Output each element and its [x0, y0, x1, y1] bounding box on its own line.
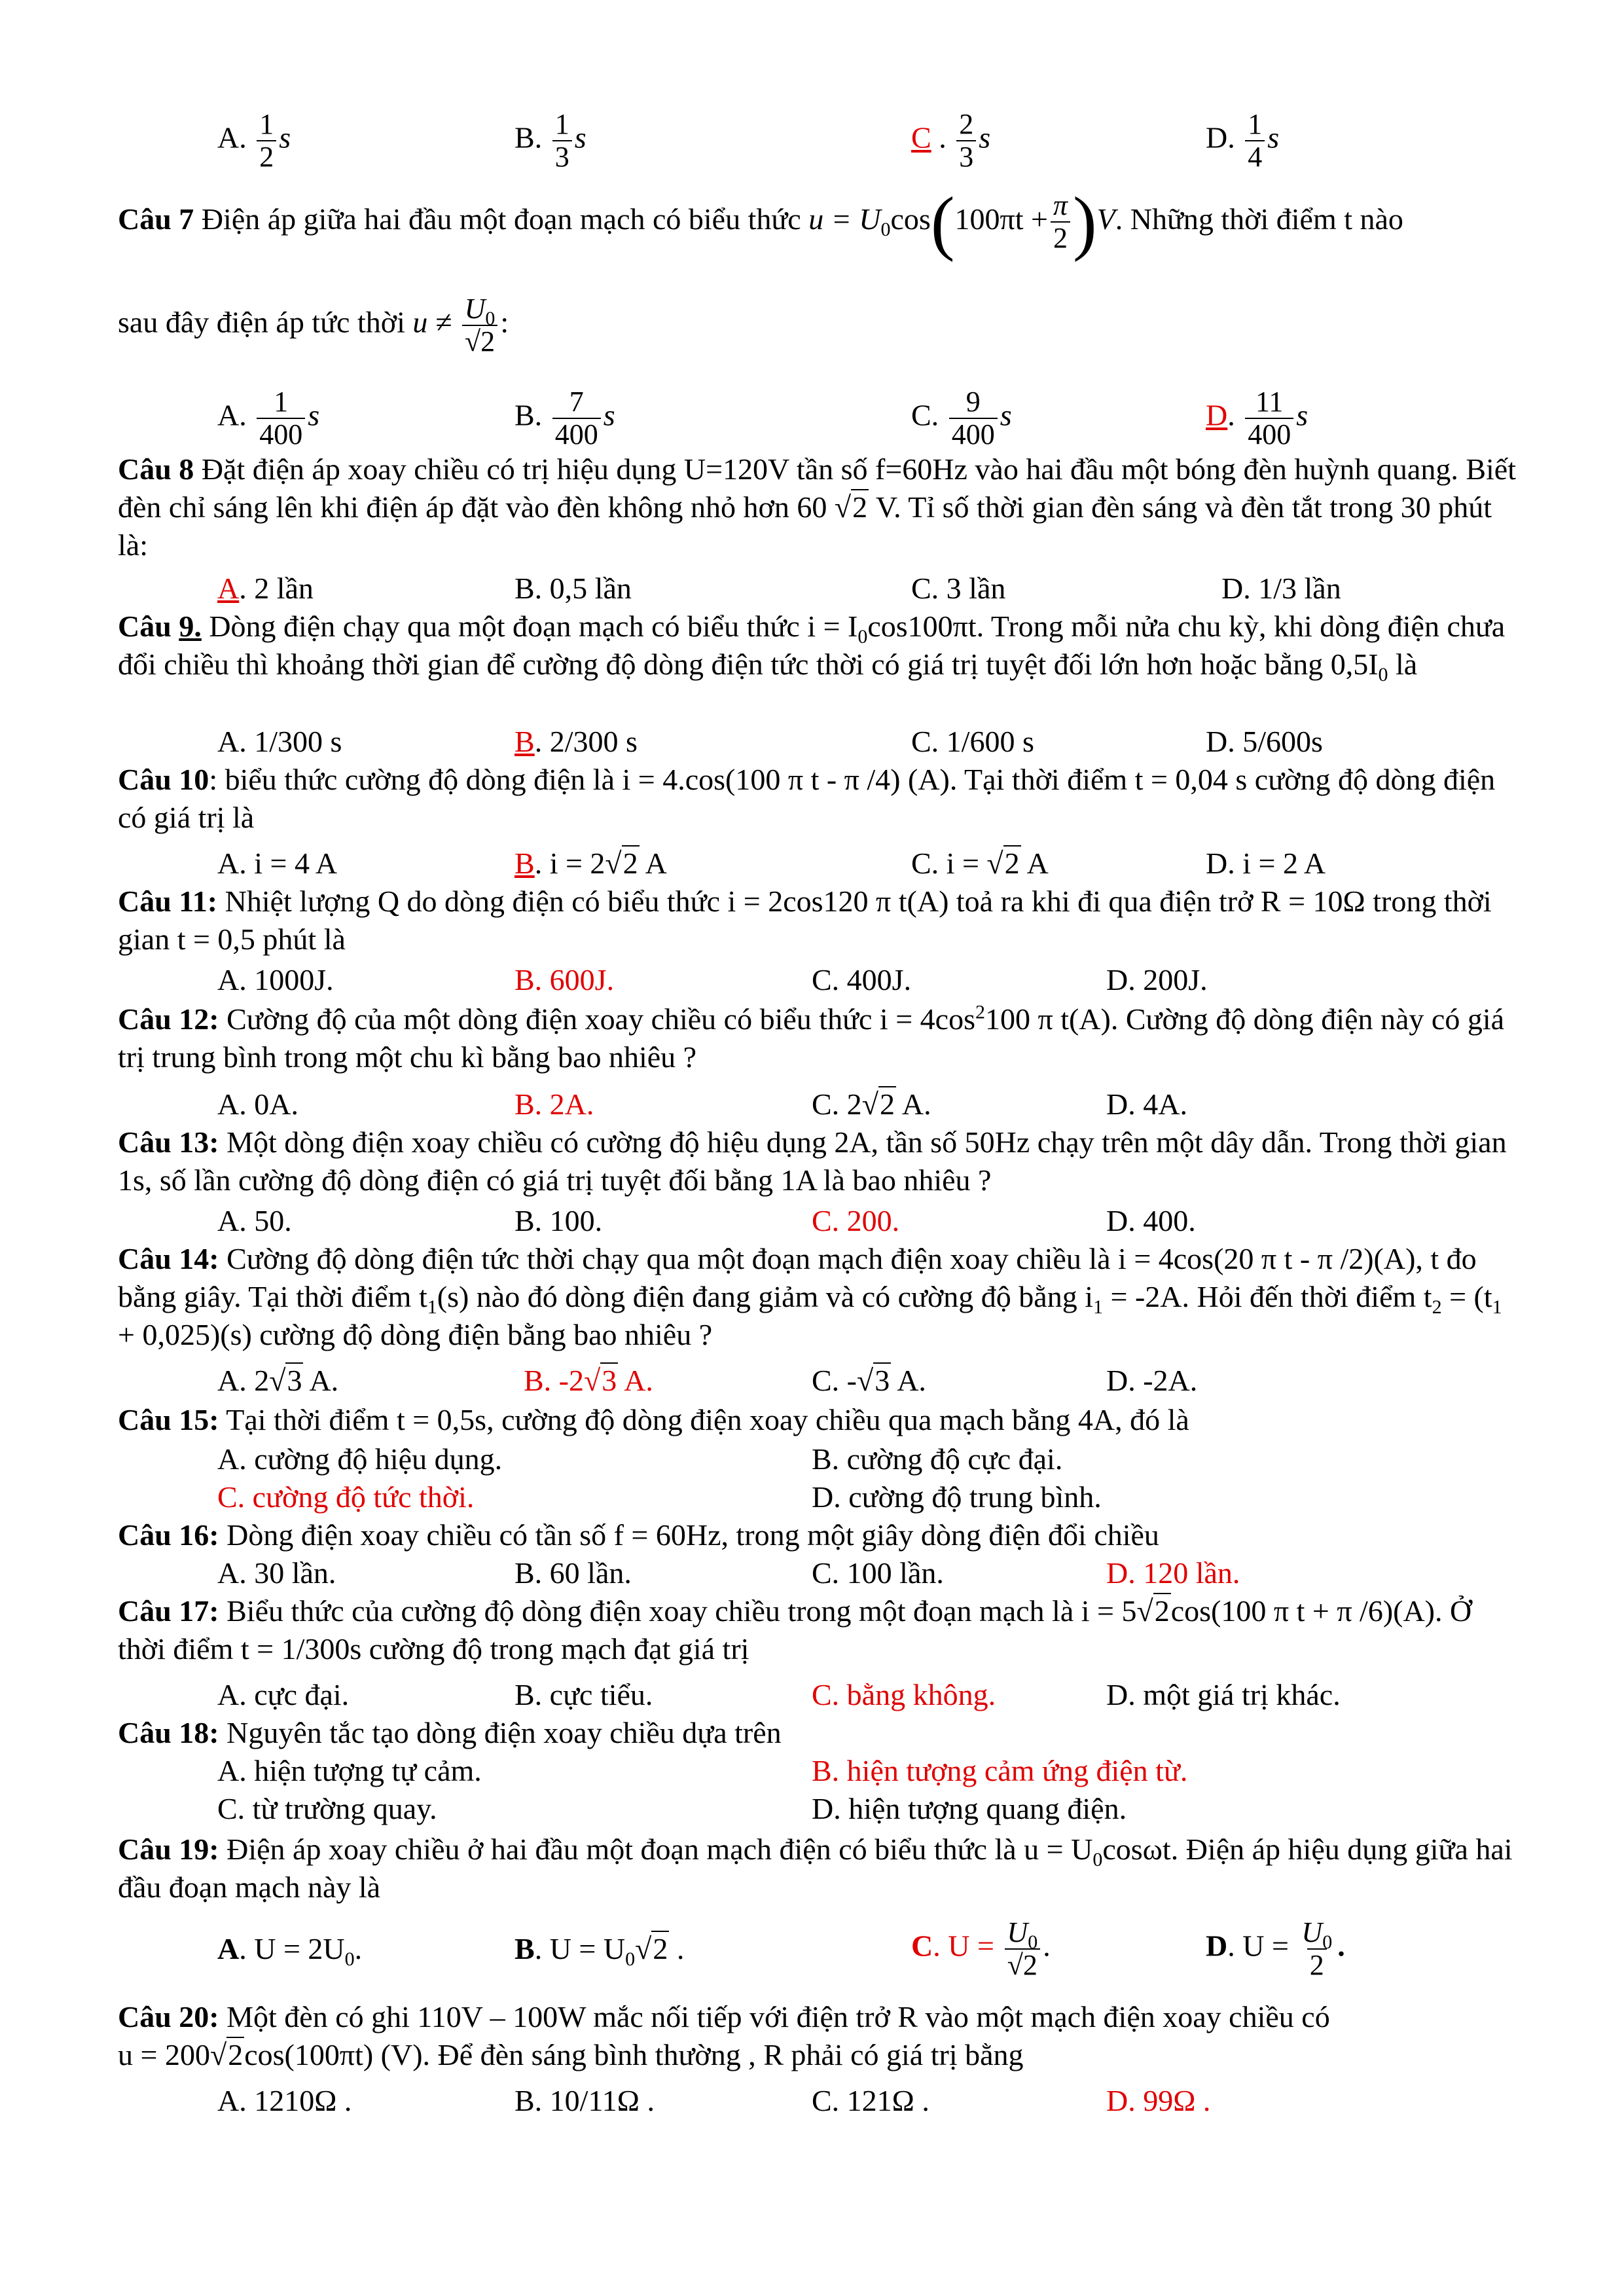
- q15-options-row1: [0, 1440, 1624, 1480]
- q15-option-b[interactable]: B. cường độ cực đại.: [812, 1442, 1063, 1476]
- q19-options: [0, 1916, 1624, 1981]
- q18-option-a[interactable]: A. hiện tượng tự cảm.: [217, 1754, 482, 1787]
- q11-options: [0, 961, 1624, 1000]
- q18-options-row1: [0, 1752, 1624, 1791]
- q20-option-b[interactable]: B. 10/11Ω .: [514, 2084, 655, 2117]
- q7-option-d[interactable]: D. $\frac{11}{400}$ s: [1206, 386, 1308, 450]
- question-14: Câu 14: Cường độ dòng điện tức thời chạy qua một đoạn mạch điện xoay chiều là i = 4cos(20 π t - π /2)(A), t đo bằng giây. Tại thời điểm $t_1(s)$ nào đó dòng điện đang giảm và có cường độ bằng $i_1 = -2A$. Hỏi đến thời điểm $t_2 = (t_1 + 0,025)(s)$ cường độ dòng điện bằng bao nhiêu ?: [118, 1242, 1502, 1351]
- q15-option-c[interactable]: C. cường độ tức thời.: [217, 1480, 475, 1514]
- q7-options: [0, 386, 1624, 450]
- question-13: Câu 13: Một dòng điện xoay chiều có cường độ hiệu dụng 2A, tần số 50Hz chạy trên một dây dẫn. Trong thời gian 1s, số lần cường độ dòng điện có giá trị tuyệt đối bằng 1A là bao nhiêu ?: [118, 1125, 1507, 1197]
- q8-option-b[interactable]: B. 0,5 lần: [514, 572, 632, 605]
- q6-option-a[interactable]: A. $\frac{1}{2}$ s: [217, 108, 291, 173]
- q9-option-b[interactable]: B. 2/300 s: [514, 725, 638, 758]
- q6-options: [0, 108, 1624, 173]
- q18-options-row2: [0, 1790, 1624, 1829]
- q20-option-c[interactable]: C. 121Ω .: [812, 2084, 929, 2117]
- question-8: Câu 8 Đặt điện áp xoay chiều có trị hiệu dụng U=120V tần số f=60Hz vào hai đầu một bóng đèn huỳnh quang. Biết đèn chỉ sáng lên khi điện áp đặt vào đèn không nhỏ hơn 60 √2 V. Tỉ số thời gian đèn sáng và đèn tắt trong 30 phút là:: [118, 452, 1516, 562]
- q16-option-d[interactable]: D. 120 lần.: [1106, 1556, 1240, 1590]
- q18-option-d[interactable]: D. hiện tượng quang điện.: [812, 1792, 1127, 1825]
- q13-options: [0, 1202, 1624, 1241]
- q15-option-a[interactable]: A. cường độ hiệu dụng.: [217, 1442, 503, 1476]
- q9-option-d[interactable]: D. 5/600s: [1206, 725, 1323, 758]
- question-17: Câu 17: Biểu thức của cường độ dòng điện xoay chiều trong một đoạn mạch là i = 5√2cos(100 π t + π /6)(A). Ở thời điểm t = 1/300s cường độ trong mạch đạt giá trị: [118, 1594, 1472, 1666]
- q8-option-c[interactable]: C. 3 lần: [911, 572, 1006, 605]
- q7-option-b[interactable]: B. $\frac{7}{400}$ s: [514, 386, 615, 450]
- q12-options: [0, 1085, 1624, 1125]
- q12-option-b[interactable]: B. 2A.: [514, 1087, 594, 1121]
- q20-option-d[interactable]: D. 99Ω .: [1106, 2084, 1211, 2117]
- q11-option-a[interactable]: A. 1000J.: [217, 963, 334, 996]
- question-15: Câu 15: Tại thời điểm t = 0,5s, cường độ dòng điện xoay chiều qua mạch bằng 4A, đó là: [118, 1403, 1189, 1436]
- question-19: Câu 19: Điện áp xoay chiều ở hai đầu một đoạn mạch điện có biểu thức là $u = U_0\cos\omega t$. Điện áp hiệu dụng giữa hai đầu đoạn mạch này là: [118, 1832, 1513, 1904]
- question-18: Câu 18: Nguyên tắc tạo dòng điện xoay chiều dựa trên: [118, 1716, 782, 1749]
- q16-option-c[interactable]: C. 100 lần.: [812, 1556, 944, 1590]
- q10-option-b[interactable]: B. i = 2√2 A: [514, 847, 667, 880]
- q16-options: [0, 1554, 1624, 1594]
- question-7: Câu 7 Điện áp giữa hai đầu một đoạn mạch có biểu thức $u = U_0\cos(100\pi t$ + $\frac{\pi}{2}$ )V. Những thời điểm t nào: [118, 182, 1403, 262]
- q14-option-b[interactable]: B. -2√3 A.: [524, 1364, 653, 1397]
- q12-option-d[interactable]: D. 4A.: [1106, 1087, 1187, 1121]
- q10-option-d[interactable]: D. i = 2 A: [1206, 847, 1326, 880]
- q7-option-a[interactable]: A. $\frac{1}{400}$ s: [217, 386, 320, 450]
- q10-option-c[interactable]: C. i = √2 A: [911, 847, 1049, 880]
- question-12: Câu 12: Cường độ của một dòng điện xoay chiều có biểu thức $i = 4\cos^2100$ π t(A). Cường độ dòng điện này có giá trị trung bình trong một chu kì bằng bao nhiêu ?: [118, 1001, 1505, 1074]
- q20-option-a[interactable]: A. 1210Ω .: [217, 2084, 352, 2117]
- q19-option-b[interactable]: B. $U = U_0√2$ .: [514, 1932, 685, 1971]
- q14-option-c[interactable]: C. -√3 A.: [812, 1364, 926, 1397]
- q9-options: [0, 723, 1624, 762]
- question-20: Câu 20: Một đèn có ghi 110V – 100W mắc nối tiếp với điện trở R vào một mạch điện xoay chiều có u = 200√2cos(100πt) (V). Để đèn sáng bình thường , R phải có giá trị bằng: [118, 2000, 1330, 2071]
- q17-option-c[interactable]: C. bằng không.: [812, 1678, 996, 1711]
- q12-option-c[interactable]: C. 2√2 A.: [812, 1087, 931, 1121]
- q13-option-b[interactable]: B. 100.: [514, 1204, 603, 1237]
- question-10: Câu 10: biểu thức cường độ dòng điện là i = 4.cos(100 π t - π /4) (A). Tại thời điểm t = 0,04 s cường độ dòng điện có giá trị là: [118, 763, 1496, 834]
- q19-option-a[interactable]: A. $U = 2U_0$.: [217, 1932, 363, 1971]
- q17-option-b[interactable]: B. cực tiểu.: [514, 1678, 653, 1711]
- q19-option-d[interactable]: D. U = $\frac{U_0}{2}$ .: [1206, 1916, 1345, 1981]
- q6-option-d[interactable]: D. $\frac{1}{4}$ s: [1206, 108, 1280, 173]
- q19-option-c[interactable]: C. U = $\frac{U_0}{√2}$ .: [911, 1916, 1051, 1981]
- q18-option-b[interactable]: B. hiện tượng cảm ứng điện từ.: [812, 1754, 1188, 1787]
- q17-option-d[interactable]: D. một giá trị khác.: [1106, 1678, 1341, 1711]
- q11-option-c[interactable]: C. 400J.: [812, 963, 912, 996]
- q15-options-row2: [0, 1478, 1624, 1518]
- q8-options: [0, 570, 1624, 609]
- q8-option-a[interactable]: A. 2 lần: [217, 572, 314, 605]
- question-7-line2: sau đây điện áp tức thời u ≠ $\frac{U_0}{√2}$ :: [118, 293, 509, 357]
- q14-option-a[interactable]: A. 2√3 A.: [217, 1364, 339, 1397]
- question-16: Câu 16: Dòng điện xoay chiều có tần số f = 60Hz, trong một giây dòng điện đổi chiều: [118, 1518, 1159, 1552]
- q9-option-c[interactable]: C. 1/600 s: [911, 725, 1034, 758]
- q12-option-a[interactable]: A. 0A.: [217, 1087, 298, 1121]
- q18-option-c[interactable]: C. từ trường quay.: [217, 1792, 437, 1825]
- q6-option-c[interactable]: C . $\frac{2}{3}$ s: [911, 108, 991, 173]
- q13-option-a[interactable]: A. 50.: [217, 1204, 292, 1237]
- q14-option-d[interactable]: D. -2A.: [1106, 1364, 1198, 1397]
- question-9: Câu 9. Dòng điện chạy qua một đoạn mạch có biểu thức $i = I_0\cos 100\pi t$. Trong mỗi nửa chu kỳ, khi dòng điện chưa đổi chiều thì khoảng thời gian để cường độ dòng điện tức thời có giá trị tuyệt đối lớn hơn hoặc bằng $0,5I_0$ là: [118, 610, 1506, 686]
- q7-option-c[interactable]: C. $\frac{9}{400}$ s: [911, 386, 1012, 450]
- q13-option-c[interactable]: C. 200.: [812, 1204, 900, 1237]
- question-11: Câu 11: Nhiệt lượng Q do dòng điện có biểu thức i = 2cos120 π t(A) toả ra khi đi qua điện trở R = 10Ω trong thời gian t = 0,5 phút là: [118, 884, 1492, 956]
- q9-option-a[interactable]: A. 1/300 s: [217, 725, 342, 758]
- q15-option-d[interactable]: D. cường độ trung bình.: [812, 1480, 1102, 1514]
- q8-option-d[interactable]: D. 1/3 lần: [1221, 572, 1341, 605]
- q16-option-a[interactable]: A. 30 lần.: [217, 1556, 336, 1590]
- q11-option-d[interactable]: D. 200J.: [1106, 963, 1208, 996]
- q20-options: [0, 2082, 1624, 2121]
- q17-options: [0, 1676, 1624, 1715]
- q10-options: [0, 845, 1624, 884]
- q11-option-b[interactable]: B. 600J.: [514, 963, 615, 996]
- q14-options: [0, 1362, 1624, 1401]
- q16-option-b[interactable]: B. 60 lần.: [514, 1556, 632, 1590]
- q10-option-a[interactable]: A. i = 4 A: [217, 847, 338, 880]
- q13-option-d[interactable]: D. 400.: [1106, 1204, 1196, 1237]
- q6-option-b[interactable]: B. $\frac{1}{3}$ s: [514, 108, 586, 173]
- q17-option-a[interactable]: A. cực đại.: [217, 1678, 350, 1711]
